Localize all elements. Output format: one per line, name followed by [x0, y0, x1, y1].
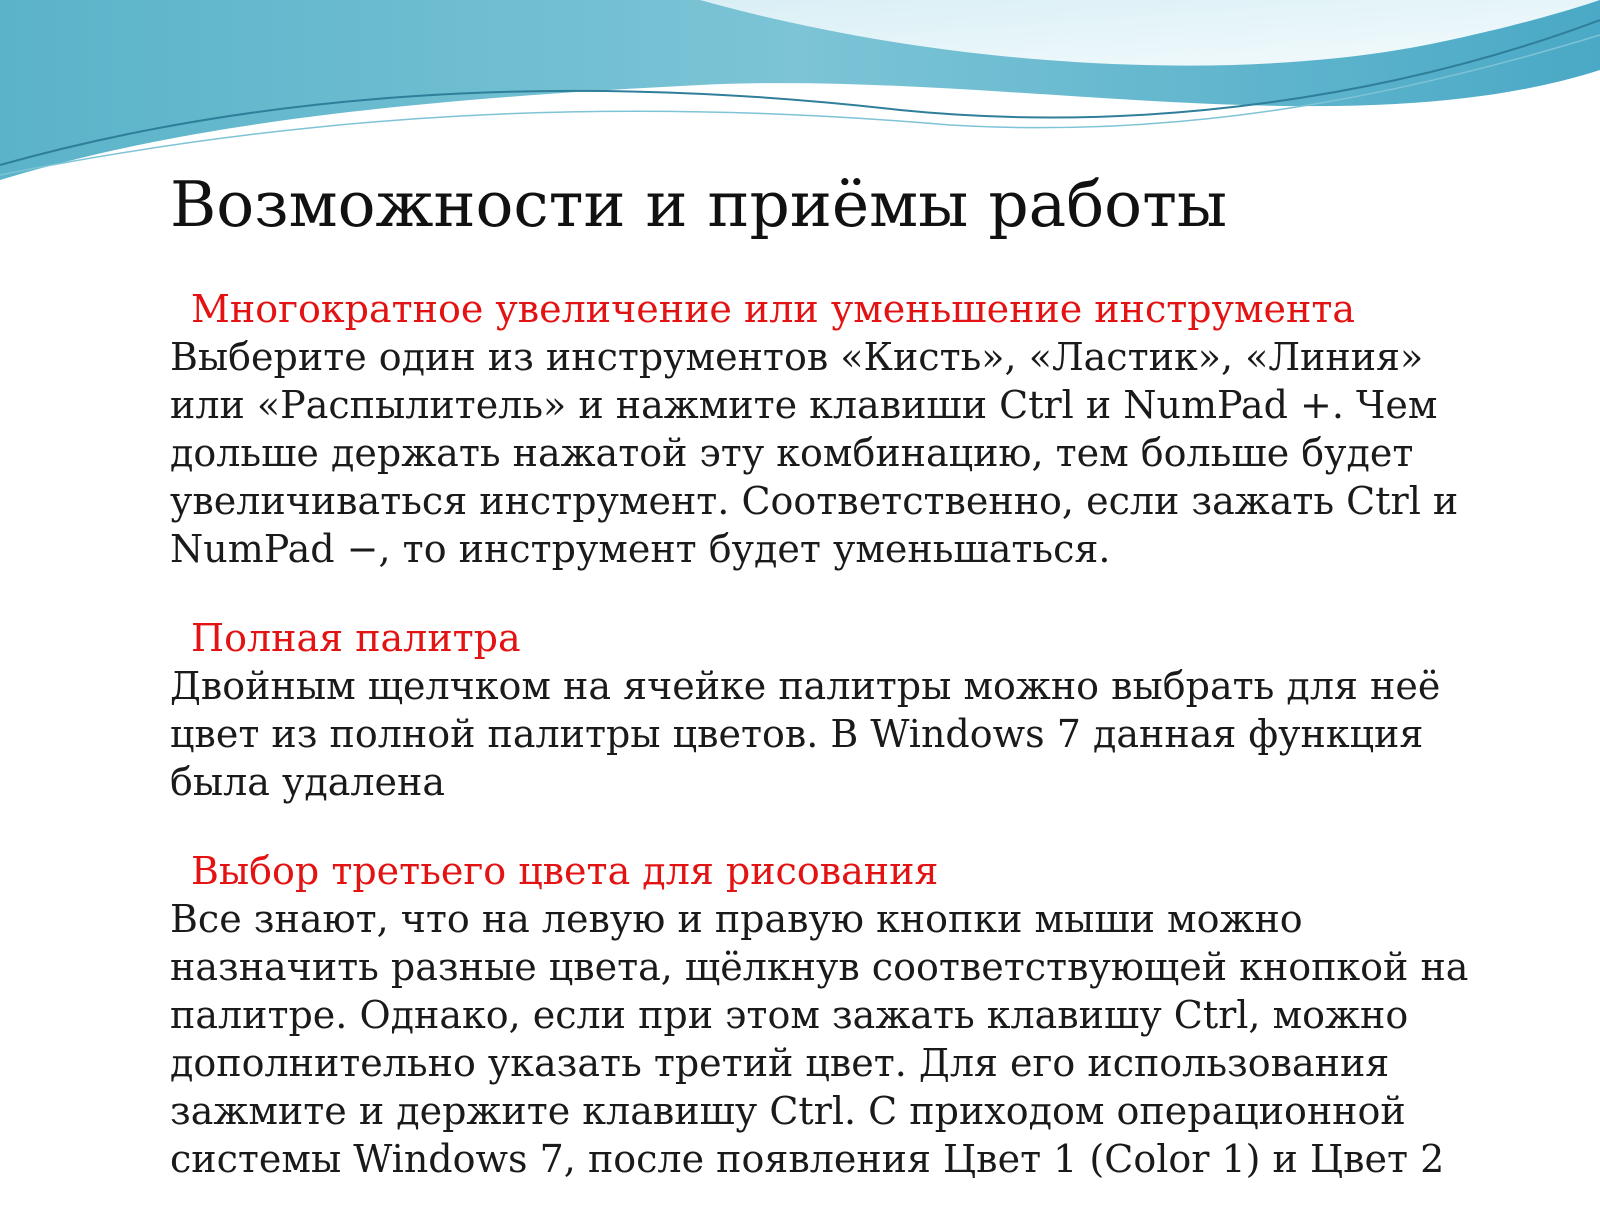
- section-heading: Выбор третьего цвета для рисования: [191, 849, 939, 893]
- section-body: Выберите один из инструментов «Кисть», «Ластик», «Линия» или «Распылитель» и нажмите клавиши Ctrl и NumPad +. Чем дольше держать нажатой эту комбинацию, тем больше будет увеличиваться инструмент. Соответственно, если зажать Ctrl и NumPad −, то инструмент будет уменьшаться.: [170, 335, 1459, 571]
- section-body: Двойным щелчком на ячейке палитры можно выбрать для неё цвет из полной палитры цветов. В Windows 7 данная функция была удалена: [170, 664, 1441, 804]
- section-heading: Полная палитра: [191, 616, 521, 660]
- section-third-color: [170, 847, 1510, 1183]
- section-heading: Многократное увеличение или уменьшение инструмента: [191, 287, 1355, 331]
- slide-content: [170, 285, 1510, 1224]
- section-body: Все знают, что на левую и правую кнопки мыши можно назначить разные цвета, щёлкнув соответствующей кнопкой на палитре. Однако, если при этом зажать клавишу Ctrl, можно дополнительно указать третий цвет. Для его использования зажмите и держите клавишу Ctrl. С приходом операционной системы Windows 7, после появления Цвет 1 (Color 1) и Цвет 2: [170, 897, 1469, 1181]
- section-full-palette: [170, 614, 1510, 806]
- section-tool-resize: [170, 285, 1510, 573]
- slide-title: Возможности и приёмы работы: [170, 168, 1228, 241]
